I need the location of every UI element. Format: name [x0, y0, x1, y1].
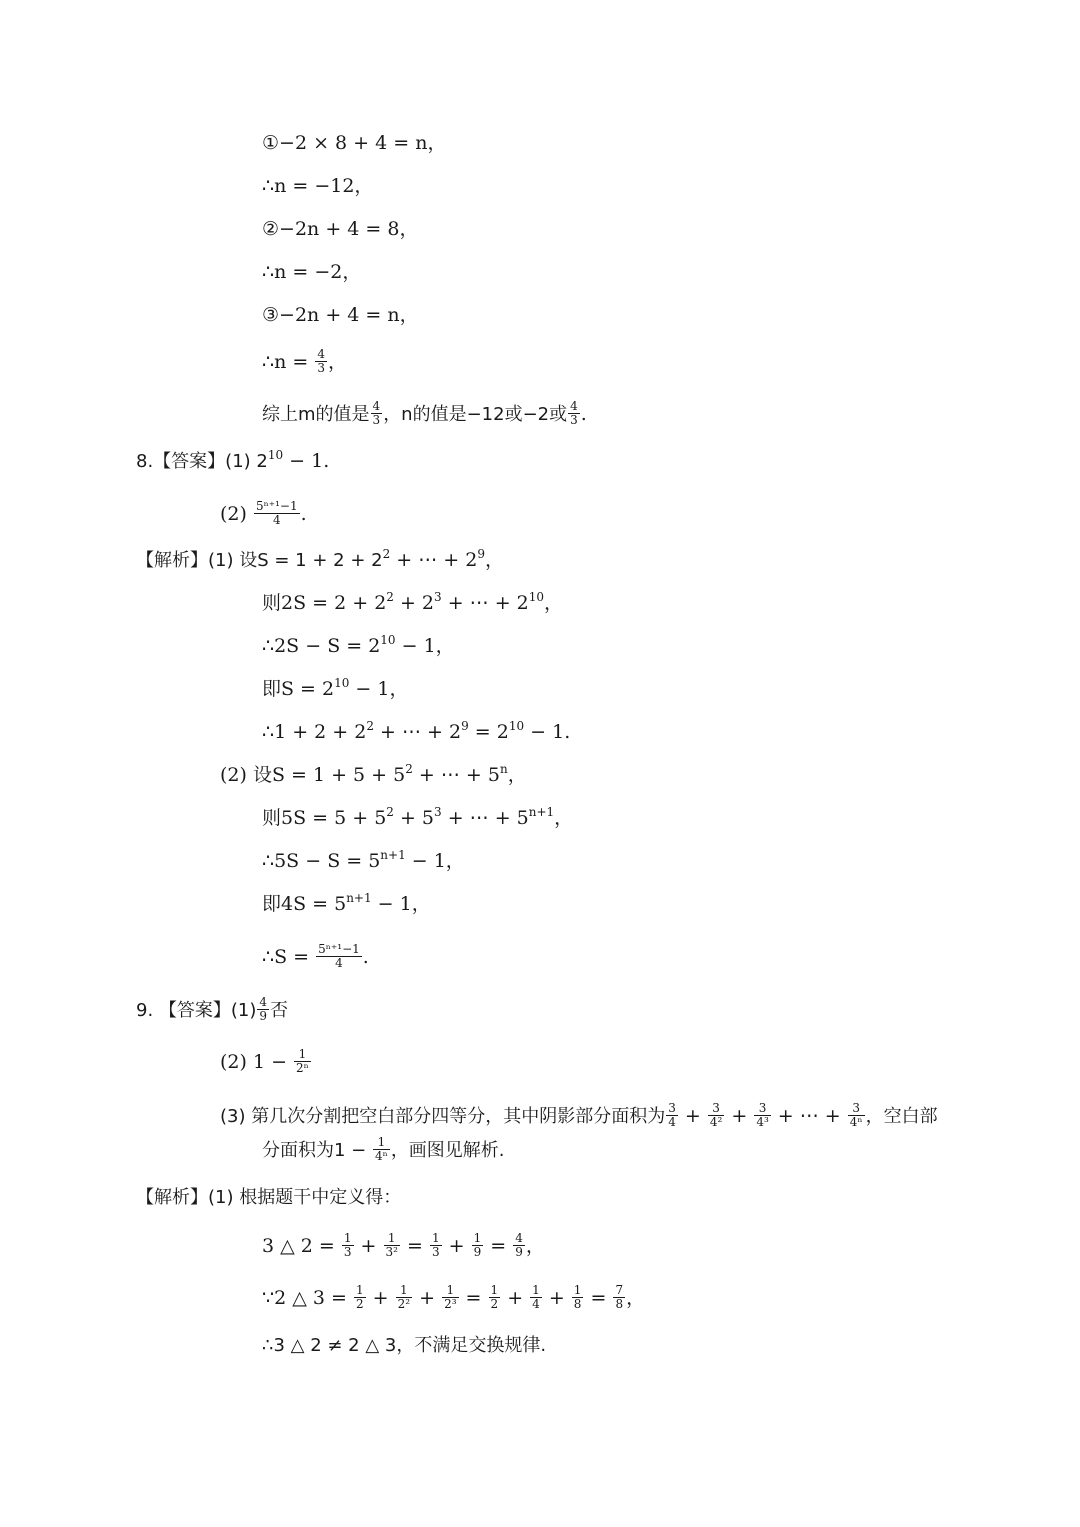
fraction: $\frac{1}{2}$ [490, 1283, 499, 1311]
solution-line: 则$5S = 5 + 5^2 + 5^3$ + ⋯ + $5^{n+1}$， [262, 805, 574, 829]
fraction: $\frac{1}{8}$ [573, 1283, 582, 1311]
solution-line: 3 △ 2 = $\frac{1}{3}$ + $\frac{1}{\text{3²}}$ = $\frac{1}{3}$ + $\frac{1}{9}$ = $\frac{4}{9}$ ， [262, 1231, 545, 1259]
solution-line: 即$4S = 5^{n+1} - 1$， [262, 891, 431, 915]
answer-line: (2) 1 − $\frac{1}{\text{2ⁿ}}$ [220, 1047, 309, 1075]
fraction: $\frac{1}{3}$ [431, 1231, 440, 1259]
analysis-heading-q9: 【解析】(1) 根据题干中定义得： [136, 1187, 402, 1208]
fraction: $\frac{1}{\text{2²}}$ [397, 1283, 411, 1311]
answer-line: (2) $\frac{\text{5ⁿ⁺¹−1}}{4}$ . [220, 499, 307, 527]
conclusion-line: ∴3 △ 2 ≠ 2 △ 3，不满足交换规律. [262, 1335, 547, 1356]
fraction: $\frac{4}{3}$ [317, 347, 325, 375]
solution-line: ③−2n + 4 = n， [262, 304, 419, 326]
fraction: $\frac{1}{4}$ [532, 1283, 540, 1311]
fraction: $\frac{1}{\text{2ⁿ}}$ [296, 1047, 309, 1075]
fraction: $\frac{1}{\text{3²}}$ [385, 1231, 398, 1259]
solution-line: ∴5S − $S = 5^{n+1} - 1$， [262, 848, 465, 872]
solution-line: ∴n = $\frac{4}{3}$ ， [262, 347, 347, 375]
fraction: $\frac{4}{9}$ [515, 1231, 523, 1259]
fraction: $\frac{3}{\text{4²}}$ [709, 1101, 723, 1129]
solution-line: ∴n = −2， [262, 261, 362, 283]
fraction: $\frac{3}{\text{4³}}$ [756, 1101, 769, 1129]
fraction: $\frac{\text{5ⁿ⁺¹−1}}{4}$ [255, 499, 298, 527]
fraction: $\frac{1}{9}$ [473, 1231, 482, 1259]
analysis-heading-q8: 【解析】(1) 设$S = 1 + 2 + 2^2$ + ⋯ + $2^9$， [136, 547, 504, 571]
fraction: $\frac{4}{3}$ [570, 399, 578, 427]
solution-line: ∴S = $\frac{\text{5ⁿ⁺¹−1}}{4}$ . [262, 942, 369, 970]
fraction: $\frac{3}{4}$ [668, 1101, 676, 1129]
fraction: $\frac{4}{9}$ [259, 995, 268, 1023]
fraction: $\frac{\text{5ⁿ⁺¹−1}}{4}$ [318, 942, 360, 970]
answer-line: 分面积为1 − $\frac{1}{\text{4ⁿ}}$ ，画图见解析. [262, 1135, 505, 1163]
fraction: $\frac{4}{3}$ [372, 399, 381, 427]
fraction: $\frac{1}{2}$ [355, 1283, 364, 1311]
solution-line: ∴n = −12， [262, 175, 374, 197]
solution-line: ∴1 + $2 + 2^2$ + ⋯ + $2^9 = 2^{10} - 1$. [262, 719, 571, 743]
answer-heading-q9: 9. 【答案】(1) $\frac{4}{9}$ 否 [136, 995, 289, 1023]
solution-line: ∴2S − $S = 2^{10} - 1$， [262, 633, 455, 657]
fraction: $\frac{1}{3}$ [343, 1231, 352, 1259]
solution-line: ①−2 × 8 + 4 = n， [262, 132, 447, 154]
answer-heading-q8: 8.【答案】(1) $2^{10} - 1$. [136, 448, 330, 472]
solution-line: 即$S = 2^{10} - 1$， [262, 676, 409, 700]
solution-line: (2) 设$S = 1 + 5 + 5^2$ + ⋯ + $5^n$， [220, 762, 527, 786]
fraction: $\frac{3}{\text{4ⁿ}}$ [849, 1101, 863, 1129]
solution-line: ∵2 △ 3 = $\frac{1}{2}$ + $\frac{1}{\text{2²}}$ + $\frac{1}{\text{2³}}$ = $\frac{1}{2}$ + $\frac{1}{4}$ + $\frac{1}{8}$ = $\frac{7}{8}$ ， [262, 1283, 646, 1311]
conclusion-line: 综上m的值是 $\frac{4}{3}$ ，n的值是−12或−2或 $\frac{4}{3}$ . [262, 399, 587, 427]
answer-line: (3) 第几次分割把空白部分四等分，其中阴影部分面积为 $\frac{3}{4}$ + $\frac{3}{\text{4²}}$ + $\frac{3}{\text{4³}}$ + ⋯ + $\frac{3}{\text{4ⁿ}}$ ，空白部 [220, 1101, 938, 1129]
fraction: $\frac{1}{\text{2³}}$ [444, 1283, 457, 1311]
solution-line: ②−2n + 4 = 8， [262, 218, 419, 240]
solution-line: 则$2S = 2 + 2^2 + 2^3$ + ⋯ + $2^{10}$， [262, 590, 564, 614]
fraction: $\frac{1}{\text{4ⁿ}}$ [374, 1135, 388, 1163]
fraction: $\frac{7}{8}$ [615, 1283, 624, 1311]
